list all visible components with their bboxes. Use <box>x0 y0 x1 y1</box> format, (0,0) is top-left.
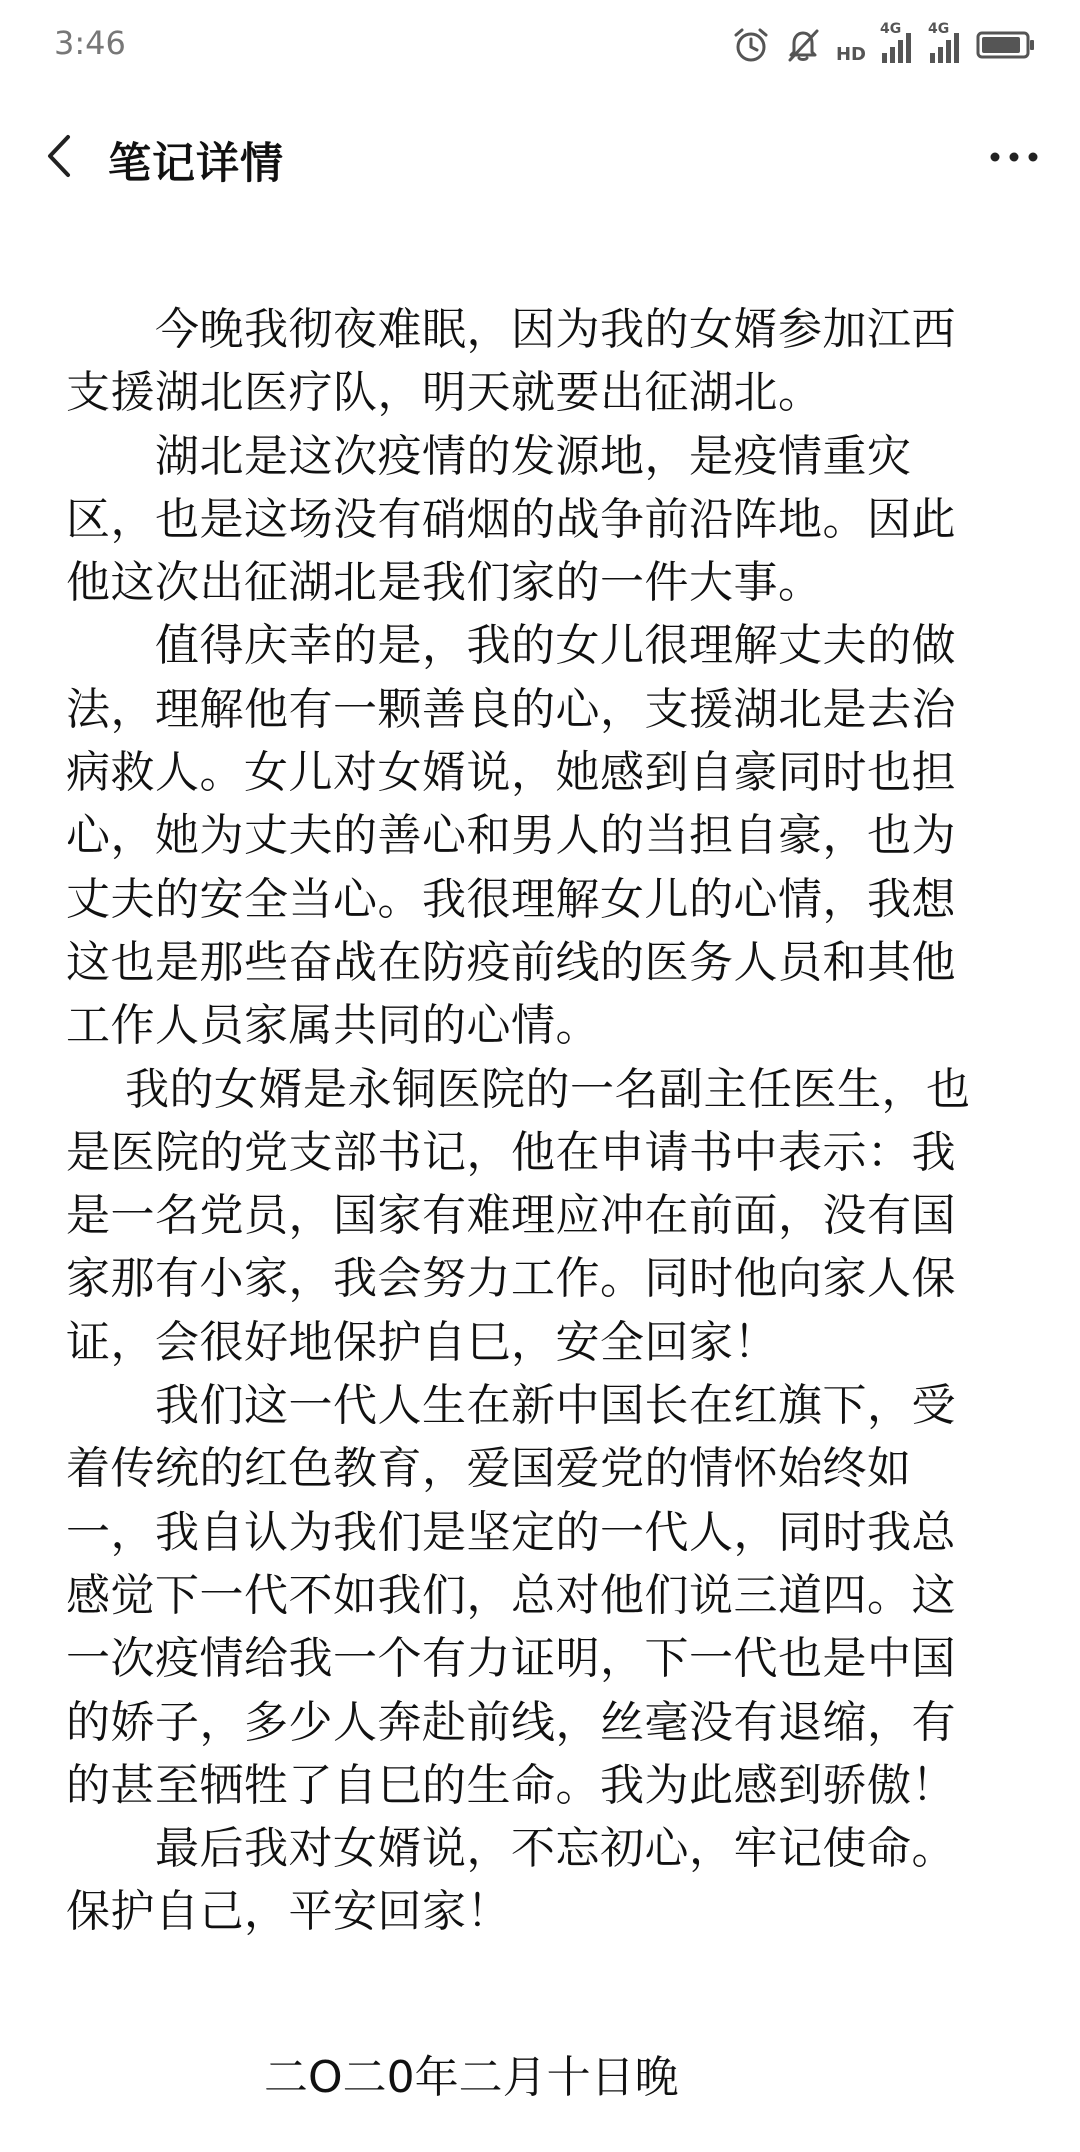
note-line: 这也是那些奋战在防疫前线的医务人员和其他 <box>66 936 956 988</box>
note-line: 支援湖北医疗队，明天就要出征湖北。 <box>66 367 823 419</box>
network-type-label: 4G <box>880 21 902 37</box>
page-title: 笔记详情 <box>108 139 284 189</box>
network-type-label: 4G <box>928 21 950 37</box>
note-line: 最后我对女婿说，不忘初心，牢记使命。 <box>66 1823 956 1875</box>
battery-icon <box>976 30 1036 60</box>
status-bar <box>0 0 1080 92</box>
note-line: 证，会很好地保护自巳，安全回家！ <box>66 1316 778 1368</box>
note-line: 工作人员家属共同的心情。 <box>66 1000 600 1052</box>
note-line: 着传统的红色教育，爱国爱党的情怀始终如 <box>66 1443 912 1495</box>
note-line: 一，我自认为我们是坚定的一代人，同时我总 <box>66 1506 956 1558</box>
note-line: 家那有小家，我会努力工作。同时他向家人保 <box>66 1253 956 1305</box>
note-line: 他这次出征湖北是我们家的一件大事。 <box>66 557 823 609</box>
note-line: 心，她为丈夫的善心和男人的当担自豪，也为 <box>66 810 956 862</box>
note-line: 的甚至牺牲了自巳的生命。我为此感到骄傲！ <box>66 1759 956 1811</box>
note-line: 我们这一代人生在新中国长在红旗下，受 <box>66 1380 956 1432</box>
note-line: 的娇子，多少人奔赴前线，丝毫没有退缩，有 <box>66 1696 956 1748</box>
note-line: 是医院的党支部书记，他在申请书中表示：我 <box>66 1126 956 1178</box>
mute-icon <box>784 26 822 64</box>
note-line: 感觉下一代不如我们，总对他们说三道四。这 <box>66 1569 956 1621</box>
note-line: 湖北是这次疫情的发源地，是疫情重灾 <box>66 430 912 482</box>
note-date: 二O二0年二月十日晚 <box>264 2052 679 2103</box>
status-time: 3:46 <box>54 24 126 62</box>
note-line: 是一名党员，国家有难理应冲在前面，没有国 <box>66 1190 956 1242</box>
note-line: 一次疫情给我一个有力证明，下一代也是中国 <box>66 1633 956 1685</box>
note-line: 今晚我彻夜难眠，因为我的女婿参加江西 <box>66 304 956 355</box>
hd-icon: HD <box>835 43 866 65</box>
note-line: 我的女婿是永铜医院的一名副主任医生，也 <box>66 1063 971 1115</box>
status-icons <box>732 20 1036 70</box>
note-line: 病救人。女儿对女婿说，她感到自豪同时也担 <box>66 747 956 799</box>
more-horizontal-icon <box>988 149 1040 168</box>
note-line: 丈夫的安全当心。我很理解女儿的心情，我想 <box>66 873 956 925</box>
note-line: 保护自己，平安回家！ <box>66 1886 511 1938</box>
signal-4g-icon <box>928 21 962 65</box>
alarm-icon <box>732 26 770 64</box>
signal-4g-icon <box>880 21 914 65</box>
note-line: 值得庆幸的是，我的女儿很理解丈夫的做 <box>66 620 956 672</box>
note-line: 法，理解他有一颗善良的心，支援湖北是去治 <box>66 683 956 735</box>
back-button[interactable] <box>30 128 90 188</box>
chevron-left-icon <box>40 131 80 185</box>
header <box>0 110 1080 206</box>
note-line: 区，也是这场没有硝烟的战争前沿阵地。因此 <box>66 493 956 545</box>
more-options-button[interactable] <box>984 128 1044 188</box>
note-content <box>66 298 996 1944</box>
